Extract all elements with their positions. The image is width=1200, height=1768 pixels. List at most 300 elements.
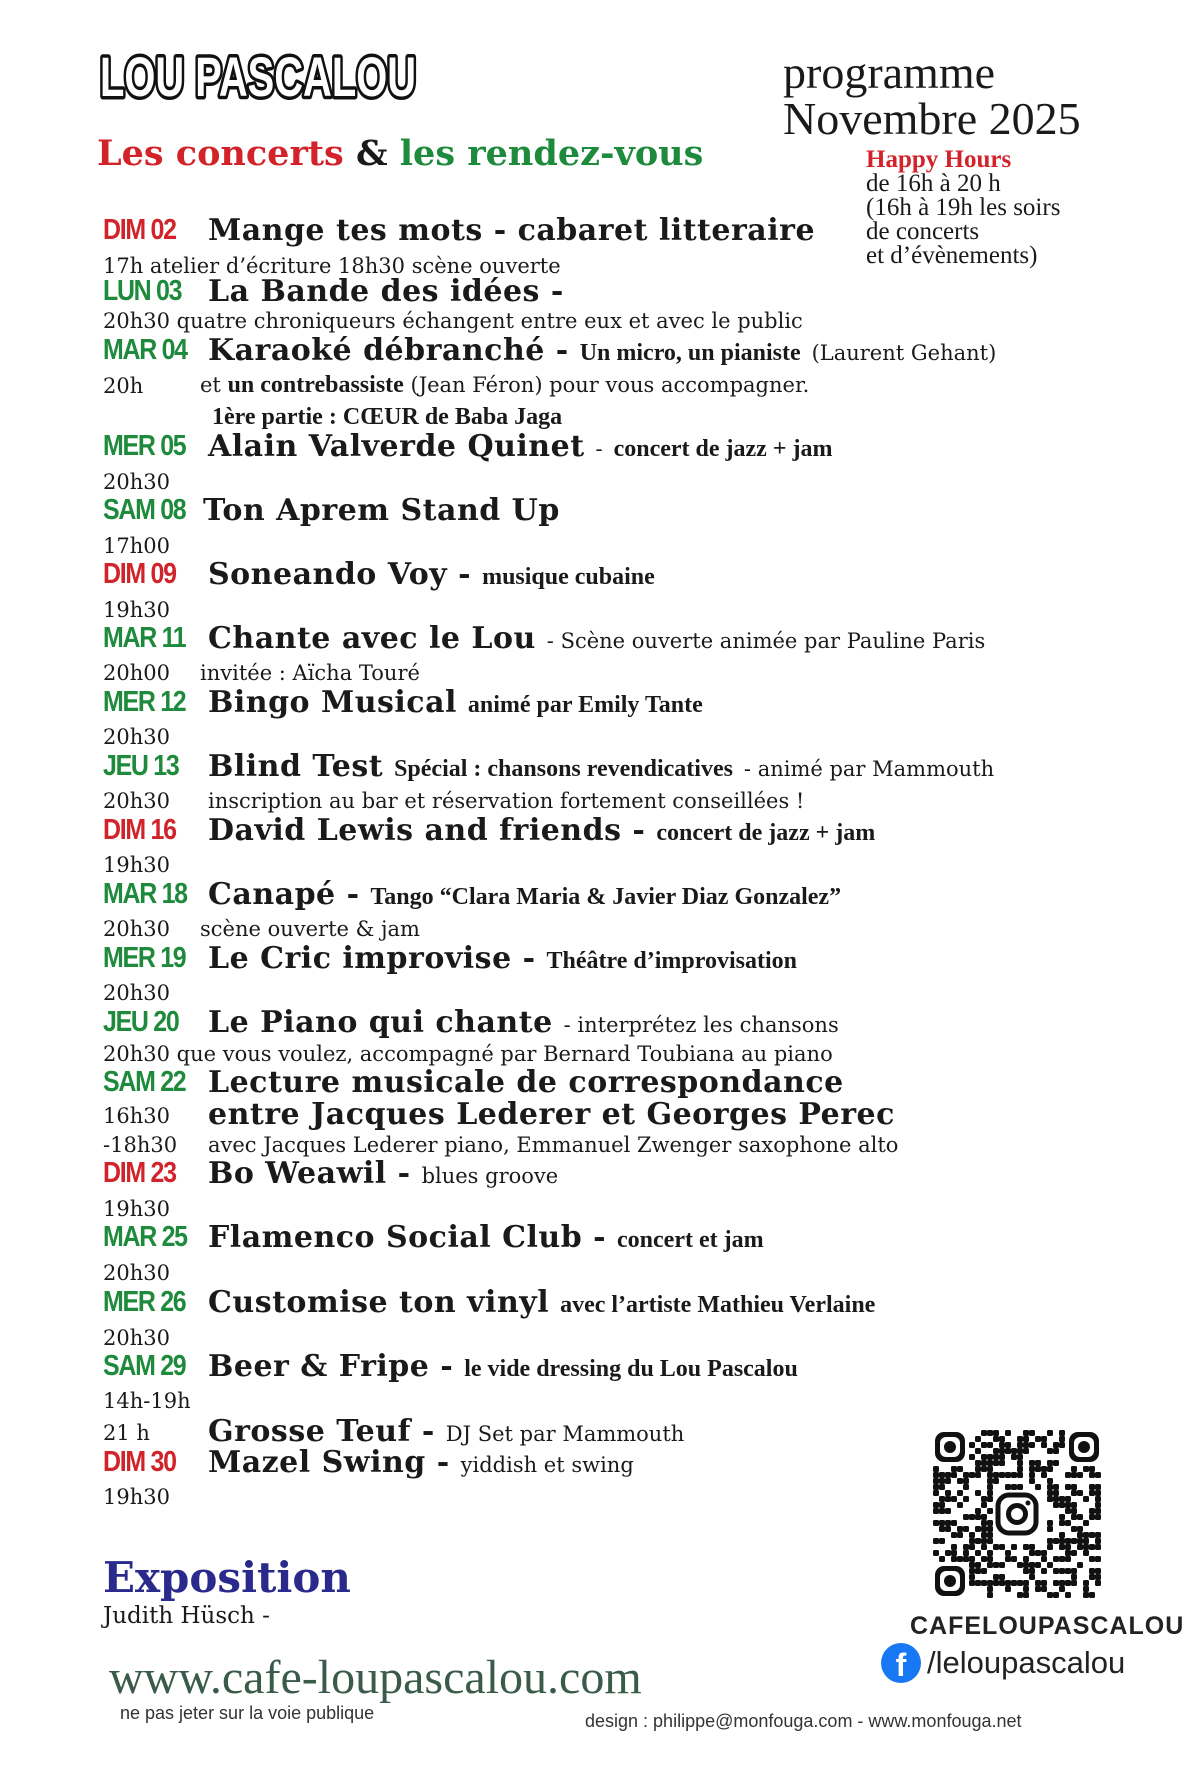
qr-module [957,1502,963,1508]
qr-module [1023,1544,1029,1550]
event-date: MAR 25 [103,1221,187,1253]
qr-module [1059,1568,1065,1574]
qr-module [1029,1574,1035,1580]
event-title: Mange tes mots - cabaret litteraire [208,213,816,248]
qr-module [1077,1562,1083,1568]
qr-module [1029,1562,1035,1568]
subtitle-ampersand: & [355,133,388,174]
qr-module [969,1544,975,1550]
qr-module [945,1526,951,1532]
qr-module [987,1484,993,1490]
qr-module [1071,1502,1077,1508]
qr-module [1089,1544,1095,1550]
qr-module [1041,1580,1047,1586]
event-time: 20h00 [103,661,170,685]
qr-module [1035,1484,1041,1490]
event-title-note: (Laurent Gehant) [811,341,997,365]
qr-module [1023,1580,1029,1586]
qr-module [987,1538,993,1544]
qr-module [999,1436,1005,1442]
event-title-main: Le Cric improvise - [208,941,536,976]
qr-module [981,1514,987,1520]
qr-module [1089,1592,1095,1598]
qr-module [963,1544,969,1550]
qr-module [975,1472,981,1478]
qr-module [1059,1514,1065,1520]
event-title-desc: Spécial : chansons revendicatives [394,756,733,782]
event-title-desc: concert et jam [617,1227,764,1253]
qr-module [1017,1562,1023,1568]
qr-module [1095,1574,1101,1580]
event-time: 21 h [103,1421,150,1445]
qr-module [987,1478,993,1484]
qr-module [1065,1580,1071,1586]
event-title [208,813,875,848]
qr-module [987,1562,993,1568]
qr-module [1023,1430,1029,1436]
event-date: DIM 02 [103,214,176,246]
qr-module [969,1442,975,1448]
qr-module [969,1532,975,1538]
qr-module [987,1532,993,1538]
qr-module [981,1454,987,1460]
qr-module [1095,1532,1101,1538]
qr-module [981,1532,987,1538]
event-detail: 20h30 que vous voulez, accompagné par Bernard Toubiana au piano [103,1042,833,1066]
qr-module [969,1556,975,1562]
qr-module [1005,1430,1011,1436]
event-time: 20h30 [103,917,170,941]
qr-module [963,1472,969,1478]
qr-module [1005,1556,1011,1562]
qr-module [1077,1514,1083,1520]
qr-module [981,1556,987,1562]
qr-module [1089,1508,1095,1514]
qr-module [1047,1490,1053,1496]
qr-module [969,1580,975,1586]
qr-module [993,1460,999,1466]
event-title-desc: Un micro, un pianiste [579,340,801,366]
happy-hours [866,148,1060,268]
qr-module [969,1538,975,1544]
qr-module [933,1538,939,1544]
qr-module [1083,1520,1089,1526]
event-date: JEU 13 [103,750,179,782]
qr-module [1023,1568,1029,1574]
qr-module [951,1472,957,1478]
qr-module [1095,1484,1101,1490]
qr-module [999,1460,1005,1466]
qr-module [933,1508,939,1514]
qr-module [1083,1466,1089,1472]
qr-module [1017,1442,1023,1448]
qr-module [1059,1502,1065,1508]
event-time: 20h30 [103,470,170,494]
event-title-main: Alain Valverde Quinet [208,429,585,464]
event-title-desc: yiddish et swing [460,1453,634,1477]
event-title [208,333,996,368]
instagram-handle[interactable]: CAFELOUPASCALOU [910,1612,1185,1640]
qr-module [1065,1508,1071,1514]
qr-module [945,1520,951,1526]
event-title-main: Canapé - [208,877,360,912]
qr-module [1059,1520,1065,1526]
qr-module [1071,1526,1077,1532]
qr-module [1071,1490,1077,1496]
qr-module [1005,1442,1011,1448]
qr-module [1077,1532,1083,1538]
qr-module [963,1556,969,1562]
qr-module [1011,1448,1017,1454]
qr-module [939,1556,945,1562]
qr-module [1095,1490,1101,1496]
event-date: MER 26 [103,1286,186,1318]
qr-module [1053,1460,1059,1466]
qr-module [1053,1442,1059,1448]
qr-module [963,1526,969,1532]
event-title-desc: concert de jazz + jam [656,820,876,846]
qr-module [1095,1508,1101,1514]
qr-module [957,1490,963,1496]
qr-module [975,1448,981,1454]
qr-module [981,1442,987,1448]
event-title [208,941,797,976]
facebook-link[interactable] [881,1643,1125,1683]
event-title [208,1005,839,1040]
qr-module [1089,1568,1095,1574]
qr-module [1041,1586,1047,1592]
qr-module [1095,1568,1101,1574]
qr-module [1095,1538,1101,1544]
qr-code[interactable] [933,1430,1101,1598]
event-title [208,1156,558,1191]
qr-module [1077,1538,1083,1544]
qr-module [981,1568,987,1574]
event-title-2: entre Jacques Lederer et Georges Perec [208,1097,895,1132]
qr-module [1089,1532,1095,1538]
qr-module [1065,1568,1071,1574]
qr-module [975,1460,981,1466]
qr-module [1011,1454,1017,1460]
qr-module [1059,1430,1065,1436]
qr-module [993,1544,999,1550]
logo [100,40,420,110]
qr-module [945,1496,951,1502]
qr-module [987,1442,993,1448]
qr-module [975,1580,981,1586]
qr-module [1035,1562,1041,1568]
qr-module [939,1484,945,1490]
event-title: La Bande des idées - [208,274,564,309]
qr-module [1095,1496,1101,1502]
qr-module [1071,1580,1077,1586]
qr-module [957,1478,963,1484]
event-detail: invitée : Aïcha Touré [200,661,420,685]
qr-module [1065,1484,1071,1490]
event-title-desc: - Scène ouverte animée par Pauline Paris [546,629,986,653]
qr-module [1095,1514,1101,1520]
qr-module [1059,1586,1065,1592]
subtitle [97,133,703,174]
event-title-desc: Tango “Clara Maria & Javier Diaz Gonzalez” [370,884,842,910]
event-detail [200,372,809,399]
qr-module [1029,1472,1035,1478]
qr-module [1041,1550,1047,1556]
qr-module [1095,1502,1101,1508]
website-url[interactable]: www.cafe-loupascalou.com [109,1651,642,1704]
qr-module [963,1478,969,1484]
qr-module [1047,1562,1053,1568]
qr-module [975,1538,981,1544]
qr-module [1017,1580,1023,1586]
qr-code-graphic [933,1430,1101,1598]
qr-module [987,1430,993,1436]
warning-text: ne pas jeter sur la voie publique [120,1703,375,1723]
event-time: 19h30 [103,1197,170,1221]
qr-module [1065,1496,1071,1502]
qr-module [1005,1586,1011,1592]
qr-module [1047,1430,1053,1436]
qr-module [987,1580,993,1586]
qr-module [1047,1520,1053,1526]
instagram-icon [993,1490,1041,1538]
qr-module [957,1526,963,1532]
event-title [208,1349,798,1384]
event-title [208,1414,684,1449]
event-title-desc: blues groove [421,1164,559,1188]
qr-module [945,1508,951,1514]
qr-module [1041,1556,1047,1562]
qr-module [939,1496,945,1502]
design-credit: design : philippe@monfouga.com - www.monfouga.net [585,1711,1022,1731]
qr-module [975,1490,981,1496]
qr-module [1083,1544,1089,1550]
event-detail-post: (Jean Féron) pour vous accompagner. [410,373,810,397]
qr-module [1065,1472,1071,1478]
event-title-main: Soneando Voy - [208,557,472,592]
qr-module [945,1472,951,1478]
qr-module [1029,1478,1035,1484]
event-title [208,1445,634,1480]
qr-module [1023,1442,1029,1448]
qr-module [999,1562,1005,1568]
event-time: 20h30 [103,981,170,1005]
qr-module [1047,1466,1053,1472]
qr-module [951,1520,957,1526]
qr-module [1005,1472,1011,1478]
qr-module [987,1520,993,1526]
qr-module [1023,1586,1029,1592]
qr-module [1017,1460,1023,1466]
qr-module [1089,1556,1095,1562]
event-date: DIM 30 [103,1446,176,1478]
qr-module [939,1520,945,1526]
event-title-main: Chante avec le Lou [208,621,536,656]
qr-module [1071,1550,1077,1556]
facebook-icon: f [881,1643,921,1683]
event-title: Lecture musicale de correspondance [208,1065,844,1100]
qr-module [987,1550,993,1556]
qr-module [1047,1478,1053,1484]
event-time: 16h30 [103,1104,170,1128]
qr-module [1065,1520,1071,1526]
qr-module [1095,1472,1101,1478]
qr-module [1035,1460,1041,1466]
qr-module [993,1430,999,1436]
event-title-main: Customise ton vinyl [208,1285,550,1320]
qr-module [1011,1472,1017,1478]
logo-text-fill: LOU PASCALOU [100,45,416,108]
qr-module [933,1520,939,1526]
qr-module [975,1526,981,1532]
qr-module [969,1574,975,1580]
event-date: MAR 11 [103,622,186,654]
qr-module [1083,1496,1089,1502]
qr-module [1089,1484,1095,1490]
event-title [208,685,703,720]
event-detail-bold: 1ère partie : CŒUR de Baba Jaga [212,404,563,430]
event-title-note: - animé par Mammouth [743,757,995,781]
event-detail-pre: et [200,373,221,397]
qr-module [987,1472,993,1478]
event-title-main: Karaoké débranché - [208,333,569,368]
qr-module [975,1562,981,1568]
qr-module [1029,1550,1035,1556]
qr-module [1071,1472,1077,1478]
qr-module [993,1574,999,1580]
event-title-desc: le vide dressing du Lou Pascalou [464,1356,798,1382]
qr-module [981,1526,987,1532]
qr-module [1047,1460,1053,1466]
qr-module [1029,1466,1035,1472]
event-time: 19h30 [103,853,170,877]
event-title-main: Flamenco Social Club - [208,1220,607,1255]
qr-module [1071,1568,1077,1574]
qr-module [1083,1592,1089,1598]
qr-module [1077,1526,1083,1532]
qr-module [1023,1562,1029,1568]
qr-module [993,1472,999,1478]
qr-module [1041,1436,1047,1442]
qr-module [1059,1532,1065,1538]
event-date: MER 19 [103,942,186,974]
qr-module [1023,1436,1029,1442]
qr-module [1035,1586,1041,1592]
qr-module [957,1466,963,1472]
qr-module [987,1490,993,1496]
happy-hours-line: et d’évènements) [866,242,1038,269]
qr-module [1089,1472,1095,1478]
qr-module [1065,1592,1071,1598]
event-detail: avec Jacques Lederer piano, Emmanuel Zwenger saxophone alto [208,1133,899,1157]
qr-module [1059,1556,1065,1562]
event-time: 20h [103,374,144,398]
qr-module [1047,1544,1053,1550]
qr-module [981,1538,987,1544]
qr-module [1047,1448,1053,1454]
qr-module [981,1502,987,1508]
qr-module [1053,1502,1059,1508]
qr-module [963,1484,969,1490]
qr-module [999,1544,1005,1550]
qr-module [993,1436,999,1442]
qr-module [987,1592,993,1598]
qr-finder-top-left [935,1432,965,1462]
qr-module [1083,1580,1089,1586]
qr-module [1077,1472,1083,1478]
programme-label: programme [783,47,996,98]
qr-module [951,1544,957,1550]
qr-module [981,1520,987,1526]
event-time: 20h30 [103,1326,170,1350]
qr-module [969,1562,975,1568]
event-title [208,877,841,912]
event-date: SAM 08 [103,494,186,526]
qr-module [987,1508,993,1514]
qr-module [939,1508,945,1514]
qr-module [1071,1466,1077,1472]
qr-module [1095,1580,1101,1586]
qr-module [1053,1580,1059,1586]
qr-module [999,1454,1005,1460]
qr-module [1047,1592,1053,1598]
event-date: MER 12 [103,686,186,718]
qr-module [1059,1544,1065,1550]
event-detail: 17h atelier d’écriture 18h30 scène ouverte [103,254,561,278]
qr-module [981,1460,987,1466]
qr-module [981,1580,987,1586]
event-title-main: Beer & Fripe - [208,1349,454,1384]
qr-module [939,1538,945,1544]
qr-module [1011,1484,1017,1490]
qr-module [975,1466,981,1472]
qr-finder-top-right [1069,1432,1099,1462]
qr-module [993,1454,999,1460]
qr-module [933,1550,939,1556]
programme-month: Novembre 2025 [783,93,1081,144]
qr-module [1047,1538,1053,1544]
qr-module [1005,1550,1011,1556]
event-title-desc: avec l’artiste Mathieu Verlaine [560,1292,876,1318]
qr-module [939,1478,945,1484]
qr-module [945,1478,951,1484]
event-time: 20h30 [103,789,170,813]
qr-module [1029,1544,1035,1550]
qr-module [1041,1442,1047,1448]
qr-module [1017,1454,1023,1460]
qr-module [969,1514,975,1520]
qr-module [939,1472,945,1478]
qr-module [1053,1568,1059,1574]
qr-module [963,1514,969,1520]
event-detail-bold: un contrebassiste [227,372,404,398]
event-date: SAM 22 [103,1066,186,1098]
qr-module [951,1466,957,1472]
qr-module [987,1556,993,1562]
qr-module [981,1496,987,1502]
programme-heading [783,47,1081,144]
qr-module [1065,1544,1071,1550]
qr-module [933,1502,939,1508]
event-time-end: -18h30 [103,1133,178,1157]
qr-module [1053,1538,1059,1544]
qr-module [1017,1436,1023,1442]
qr-module [963,1550,969,1556]
qr-module [993,1448,999,1454]
qr-module [1017,1484,1023,1490]
event-title [208,1285,875,1320]
qr-module [1071,1538,1077,1544]
